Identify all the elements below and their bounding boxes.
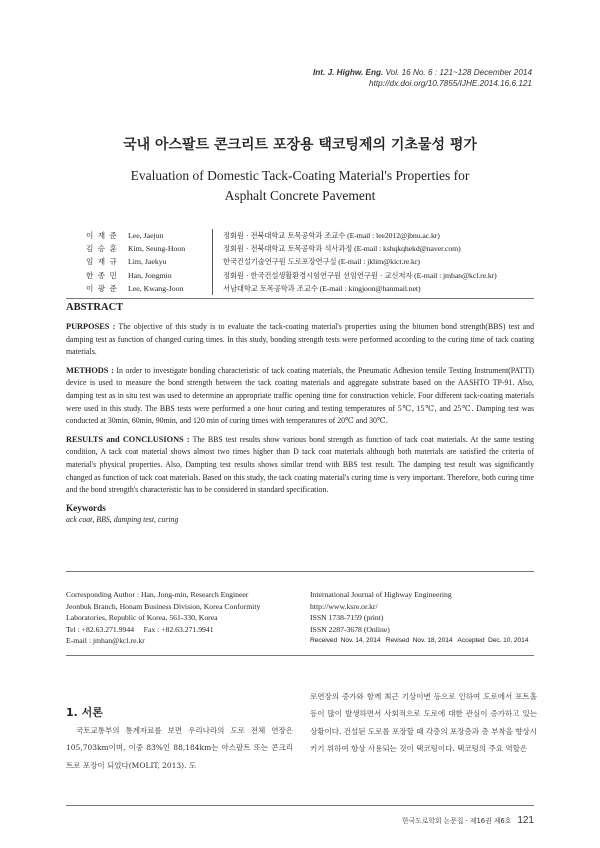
english-title-line2: Asphalt Concrete Pavement (224, 188, 376, 203)
author-english-name: Lim, Jaekyu (128, 257, 167, 267)
author-email: (E-mail : jklim@kict.re.kr) (336, 257, 420, 267)
author-email: (E-mail : lee2012@jbnu.ac.kr) (345, 231, 440, 240)
corr-email[interactable]: E-mail : jmhan@kcl.re.kr (66, 636, 145, 646)
footer-divider (66, 805, 534, 806)
journal-full-name: International Journal of Highway Engineering (310, 590, 452, 599)
corr-line: Jeonbuk Branch, Honam Business Division, Korea Conformity (66, 601, 261, 611)
author-row (86, 269, 556, 282)
author-row (86, 242, 556, 255)
author-email: (E-mail : jmhan@kcl.re.kr) (412, 270, 497, 280)
methods-text: In order to investigate bonding characteristic of tack coating materials, the Pneumatic Adhesion tensile Testing Instrument(PATTI) device is used to measure the bond strength between the tack coating materials and aggregate substrate based on the AASHTO TP-91. Also, damping test as in situ test was used to determine an appropriate traffic opening time for construction vehicle. Four different tack-coating materials were used in this study. The BBS tests were performed a one hour curing and testing temperatures of 5℃, 15℃, and 25℃. Damping test was conducted at 30min, 60min, 90min, and 120 min of curing times with temperatures of 20℃ and 30℃. (66, 365, 534, 426)
abstract-heading: ABSTRACT (66, 302, 124, 313)
author-affiliation: 정회원 · 한국건설생활환경시험연구원 선임연구원 · 교신저자 (E-mail : jmhan@kcl.re.kr) (212, 269, 497, 282)
author-row (86, 255, 556, 268)
author-korean-name: 한 종 민 (86, 270, 118, 280)
english-title (0, 166, 600, 206)
body-column-right (310, 688, 537, 757)
doi-link[interactable]: http://dx.doi.org/10.7855/IJHE.2014.16.6.121 (369, 79, 532, 88)
abstract-top-divider (66, 298, 534, 299)
keywords-text: ack coat, BBS, damping test, curing (66, 514, 179, 524)
journal-info-block (310, 589, 540, 647)
page-number: 121 (517, 815, 534, 826)
author-english-name: Han, Jongmin (128, 270, 172, 280)
author-email: (E-mail : kingjoon@hanmail.net) (317, 283, 421, 293)
page-footer (402, 815, 534, 826)
methods-label: METHODS : (66, 365, 114, 375)
author-affiliation: 한국건설기술연구원 도로포장연구실 (E-mail : jklim@kict.re.kr) (212, 255, 420, 268)
purposes-text: The objective of this study is to evaluate the tack-coating material's properties using the bitumen bond strength(BBS) test and damping test as function of changed curing times. In this study, bonding strength tests were performed according to the curing time of tack coating materials. (66, 322, 534, 357)
author-affiliation: 서남대학교 토목공학과 조교수 (E-mail : kingjoon@hanmail.net) (212, 282, 421, 295)
corr-line: Corresponding Author : Han, Jong-min, Research Engineer (66, 590, 249, 599)
corr-line: Laboratories, Republic of Korea, 561-330, Korea (66, 613, 218, 623)
journal-name: Int. J. Highw. Eng. (313, 68, 384, 77)
purposes-label: PURPOSES : (66, 322, 116, 331)
author-english-name: Lee, Kwang-Joon (128, 283, 184, 293)
journal-url-link[interactable]: http://www.ksre.or.kr/ (310, 601, 378, 611)
keywords-heading: Keywords (66, 502, 106, 513)
author-list (86, 229, 556, 295)
author-korean-name: 임 재 규 (86, 257, 118, 267)
abstract-results (66, 434, 534, 497)
results-label: RESULTS and CONCLUSIONS : (66, 434, 190, 444)
footer-journal-issue: 한국도로학회 논문집 · 제16권 제6호 (402, 817, 512, 825)
author-affiliation: 정회원 · 전북대학교 토목공학과 조교수 (E-mail : lee2012@jbnu.ac.kr) (212, 229, 440, 242)
intro-paragraph-left: 국토교통부의 통계자료를 보면 우리나라의 도로 전체 연장은 105,703km이며, 이중 83%인 88,184km는 아스팔트 또는 콘크리트로 포장이 되었다(MOLIT, 2013). 도 (66, 726, 293, 770)
issn-print: ISSN 1738-7159 (print) (310, 613, 384, 623)
author-row (86, 229, 556, 242)
author-korean-name: 김 승 훈 (86, 244, 118, 254)
corresponding-author-block (66, 589, 306, 647)
issn-online: ISSN 2287-3678 (Online) (310, 624, 390, 634)
received-dates: Received Nov. 14, 2014 Revised Nov. 18, 2014 Accepted Dec. 10, 2014 (310, 637, 529, 645)
author-korean-name: 이 재 준 (86, 231, 118, 240)
journal-volume-info: Vol. 16 No. 6 : 121~128 December 2014 (383, 68, 532, 77)
author-korean-name: 이 광 준 (86, 283, 118, 293)
section-heading-introduction: 1. 서론 (66, 706, 103, 719)
body-column-left (66, 722, 293, 774)
front-matter-divider (66, 655, 534, 656)
abstract-methods (66, 365, 534, 428)
author-affiliation: 정회원 · 전북대학교 토목공학과 석사과정 (E-mail : kshqkqhekd@naver.com) (212, 242, 461, 255)
abstract-section (66, 302, 534, 524)
author-english-name: Kim, Seung-Hoon (128, 244, 186, 254)
english-title-line1: Evaluation of Domestic Tack-Coating Material's Properties for (130, 168, 470, 183)
intro-paragraph-right: 로연장의 증가와 함께 최근 기상이변 등으로 인하여 도로에서 포트홀 등이 많이 발생하면서 사회적으로 도로에 대한 관심이 증가하고 있는 상황이다. 건설된 도로를 포장할 때 각층의 포장층과 층 부착을 향상시키기 위하여 항상 사용되는 것이 택코팅이다. 택코팅의 주요 역할은 (310, 692, 537, 753)
author-row (86, 282, 556, 295)
results-text: The BBS test results show various bond strength as function of tack coat materials. At the same testing condition, A tack coat material shows almost two times higher than D tack coat materials although both materials are satisfied the criteria of material's physical properties. Also, Dampting test results shows similar trend with BBS test result. The damping test result was significantly changed as function of tack coat materials. Based on this study, the tack coating material's curing time is very important. Therefore, both curing time and the bond strength's characteristic has to be considered in standard specification. (66, 434, 534, 495)
corr-line: Tel : +82.63.271.9944 Fax : +82.63.271.9941 (66, 624, 214, 634)
korean-title: 국내 아스팔트 콘크리트 포장용 택코팅제의 기초물성 평가 (123, 137, 477, 153)
author-english-name: Lee, Jaejun (128, 231, 164, 240)
abstract-bottom-divider (66, 571, 534, 572)
abstract-purposes (66, 321, 534, 359)
journal-reference (313, 67, 532, 89)
author-email: (E-mail : kshqkqhekd@naver.com) (352, 244, 461, 254)
